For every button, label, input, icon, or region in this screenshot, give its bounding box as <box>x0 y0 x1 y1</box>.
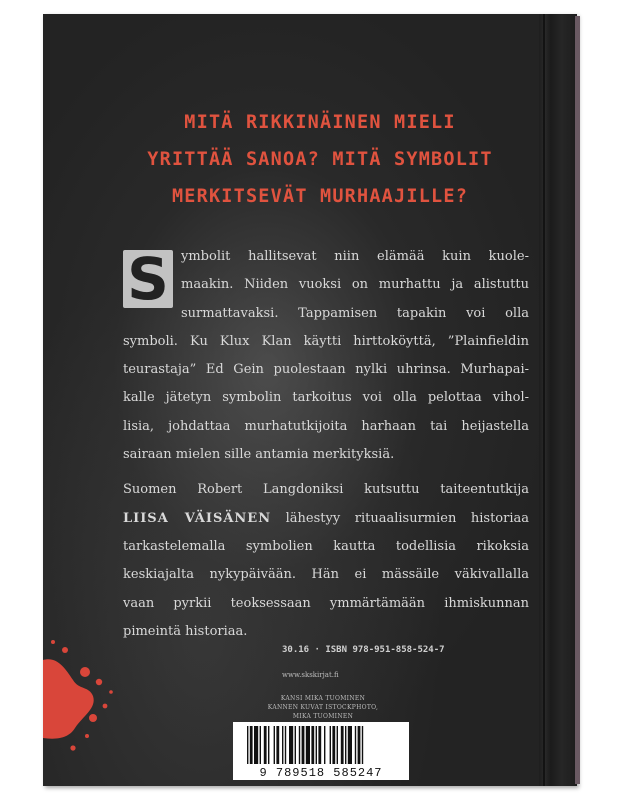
text-line: pimeintä historiaa. <box>123 623 248 639</box>
drop-cap: S <box>123 250 173 308</box>
text-line: keskiajalta nykypäivään. Hän ei mässäile väkivallalla <box>123 567 529 583</box>
text-line: ymbolit hallitsevat niin elämää kuin kuole- <box>181 249 529 264</box>
text-fragment: lähestyy rituaalisurmien historiaa <box>271 510 529 526</box>
barcode-bar <box>285 726 286 764</box>
headline <box>140 104 500 215</box>
barcode-number: 9 789518 585247 <box>259 766 383 780</box>
barcode-bar <box>341 726 344 764</box>
barcode-bar <box>355 726 356 764</box>
barcode-bar <box>306 726 310 764</box>
text-line-author <box>123 505 529 533</box>
barcode-bar <box>276 726 279 764</box>
barcode-bar <box>316 726 317 764</box>
headline-line: MERKITSEVÄT MURHAAJILLE? <box>171 186 469 207</box>
paragraph-1 <box>123 243 529 469</box>
text-line: maakin. Niiden vuoksi on murhattu ja alistuttu <box>181 277 529 293</box>
author-name: LIISA VÄISÄNEN <box>123 510 272 526</box>
text-line: tarkastelemalla symbolien kautta todellisia rikoksia <box>123 538 529 554</box>
barcode-bar <box>295 726 296 764</box>
text-line: lisia, johdattaa murhatutkijoita harhaan tai heijastella <box>123 418 529 434</box>
price-isbn: 30.16 · ISBN 978-951-858-524-7 <box>282 645 445 655</box>
barcode-bar <box>362 726 363 764</box>
barcode-bar <box>358 726 361 764</box>
blood-splatter-graphic <box>43 620 133 760</box>
barcode-bar <box>264 726 267 764</box>
publisher-website: www.skskirjat.fi <box>282 671 339 679</box>
text-line: vaan pyrkii teoksessaan ymmärtämään ihmiskunnan <box>123 595 529 611</box>
credit-line: KANNEN KUVAT ISTOCKPHOTO, <box>267 704 379 711</box>
barcode-bar <box>282 726 283 764</box>
credit-line: KANSI MIKA TUOMINEN <box>280 695 366 702</box>
barcode-bar <box>302 726 305 764</box>
headline-line: YRITTÄÄ SANOA? MITÄ SYMBOLIT <box>147 149 493 170</box>
barcode-bar <box>324 726 325 764</box>
barcode-bar <box>289 726 293 764</box>
text-line: surmattavaksi. Tappamisen tapakin voi olla <box>181 305 529 321</box>
barcode-bar <box>337 726 338 764</box>
barcode-bar <box>311 726 314 764</box>
headline-line: MITÄ RIKKINÄINEN MIELI <box>184 112 456 133</box>
barcode-bar <box>330 726 331 764</box>
text-line: Suomen Robert Langdoniksi kutsuttu taiteentutkija <box>123 482 529 498</box>
barcode-bars <box>233 722 409 766</box>
barcode-bar <box>254 726 258 764</box>
barcode-bar <box>250 726 253 764</box>
barcode-bar <box>299 726 300 764</box>
barcode-bar <box>274 726 275 764</box>
text-line: teurastaja” Ed Gein puolestaan nylki uhrinsa. Murhapai- <box>123 362 529 378</box>
text-line: kalle jätetyn symbolin tarkoitus voi olla pelottaa vihol- <box>123 390 529 406</box>
barcode-bar <box>348 726 352 764</box>
paragraph-2 <box>123 476 529 646</box>
barcode-bar <box>318 726 321 764</box>
credit-line: MIKA TUOMINEN <box>292 713 354 720</box>
text-line: symboli. Ku Klux Klan käytti hirttoköyttä, ”Plainfieldin <box>123 333 529 349</box>
barcode-bar <box>268 726 269 764</box>
barcode-bar <box>260 726 261 764</box>
barcode-bar <box>247 726 248 764</box>
isbn-barcode <box>233 722 409 780</box>
cover-credits <box>253 694 393 721</box>
spine-edge <box>575 16 580 784</box>
barcode-bar <box>345 726 346 764</box>
text-line: sairaan mielen sille antamia merkityksiä. <box>123 447 395 463</box>
blurb-text <box>123 243 529 646</box>
spine-fold <box>543 14 545 786</box>
barcode-bar <box>332 726 335 764</box>
